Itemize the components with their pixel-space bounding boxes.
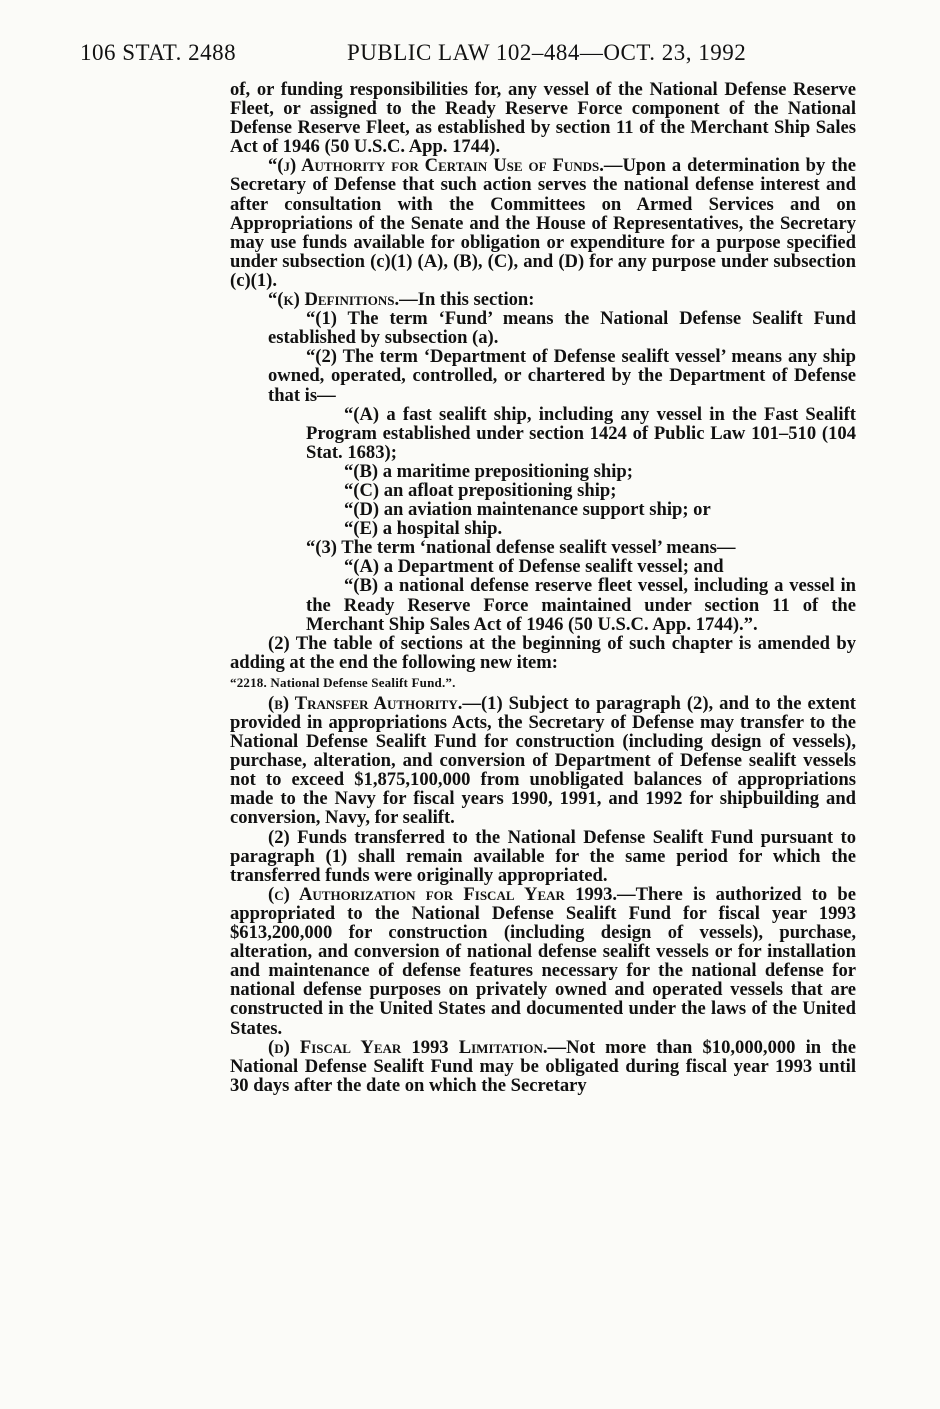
statute-text (230, 80, 856, 1095)
subsection-k-text: —In this section: (399, 289, 535, 311)
definition-3-a: “(A) a Department of Defense sealift vessel; and (344, 556, 724, 578)
definition-3-b: “(B) a national defense reserve fleet vessel, including a vessel in the Ready Reserve Force maintained under section 11 of the Merchant Ship Sales Act of 1946 (50 U.S.C. App. 1744).”. (306, 575, 856, 635)
subsection-b-paragraph-2: (2) Funds transferred to the National Defense Sealift Fund pursuant to paragraph (1) shall remain available for the same period for which the transferred funds were originally appropriated. (230, 826, 856, 886)
subsection-k-heading: “(k) Definitions. (268, 289, 400, 311)
definition-2-a: “(A) a fast sealift ship, including any vessel in the Fast Sealift Program established under section 1424 of Public Law 101–510 (104 Stat. 1683); (306, 403, 856, 463)
public-law-citation: PUBLIC LAW 102–484—OCT. 23, 1992 (347, 40, 747, 65)
subsection-d-heading: (d) Fiscal Year 1993 Limitation. (268, 1036, 548, 1058)
subsection-k (230, 290, 856, 309)
subsection-j-text: —Upon a determination by the Secretary of Defense that such action serves the national defense interest and after consultation with the Committees on Armed Services and on Appropriations of the Senate and the House of Representatives, the Secretary may use funds available for obligation or expenditure for a purpose specified under subsection (c)(1) (A), (B), (C), and (D) for any purpose under subsection (c)(1). (230, 155, 856, 291)
subsection-d (230, 1038, 856, 1095)
definition-3: “(3) The term ‘national defense sealift vessel’ means— (306, 537, 736, 559)
definition-2-b: “(B) a maritime prepositioning ship; (344, 460, 633, 482)
subsection-d-text: —Not more than $10,000,000 in the National Defense Sealift Fund may be obligated during fiscal year 1993 until 30 days after the date on which the Secretary (230, 1036, 856, 1096)
subsection-c-text: —There is authorized to be appropriated to the National Defense Sealift Fund for fiscal year 1993 $613,200,000 for construction (including design of vessels), purchase, alteration, and conversion of national defense sealift vessels or for installation and maintenance of defense features necessary for the national defense for national defense purposes on privately owned and operated vessels that are constructed in the United States and documented under the laws of the United States. (230, 883, 856, 1039)
continued-paragraph: of, or funding responsibilities for, any vessel of the National Defense Reserve Fleet, or assigned to the Ready Reserve Force component of the National Defense Reserve Fleet, as established by section 11 of the Merchant Ship Sales Act of 1946 (50 U.S.C. App. 1744). (230, 79, 856, 158)
definition-2: “(2) The term ‘Department of Defense sealift vessel’ means any ship owned, operated, controlled, or chartered by the Department of Defense that is— (268, 346, 856, 406)
table-amendment-paragraph: (2) The table of sections at the beginning of such chapter is amended by adding at the end the following new item: (230, 632, 856, 673)
definition-2-c: “(C) an afloat prepositioning ship; (344, 479, 617, 501)
definition-2-d: “(D) an aviation maintenance support ship; or (344, 499, 711, 521)
subsection-j (230, 156, 856, 290)
subsection-c (230, 885, 856, 1038)
subsection-b-text: —(1) Subject to paragraph (2), and to the extent provided in appropriations Acts, the Secretary of Defense may transfer to the National Defense Sealift Fund for construction (including design of vessels), purchase, alteration, and conversion of Department of Defense sealift vessels not to exceed $1,875,100,000 from unobligated balances of appropriations made to the Navy for fiscal years 1990, 1991, and 1992 for shipbuilding and conversion, Navy, for sealift. (230, 692, 856, 829)
stat-page-reference: 106 STAT. 2488 (80, 40, 237, 65)
new-table-item: “2218. National Defense Sealift Fund.”. (230, 674, 456, 690)
subsection-c-heading: (c) Authorization for Fiscal Year 1993. (268, 883, 618, 905)
running-head (80, 38, 860, 68)
subsection-b-heading: (b) Transfer Authority. (268, 692, 463, 714)
definition-1: “(1) The term ‘Fund’ means the National Defense Sealift Fund established by subsection (a). (268, 308, 856, 349)
subsection-b (230, 694, 856, 828)
subsection-j-heading: “(j) Authority for Certain Use of Funds. (268, 155, 604, 177)
definition-2-e: “(E) a hospital ship. (344, 518, 503, 540)
